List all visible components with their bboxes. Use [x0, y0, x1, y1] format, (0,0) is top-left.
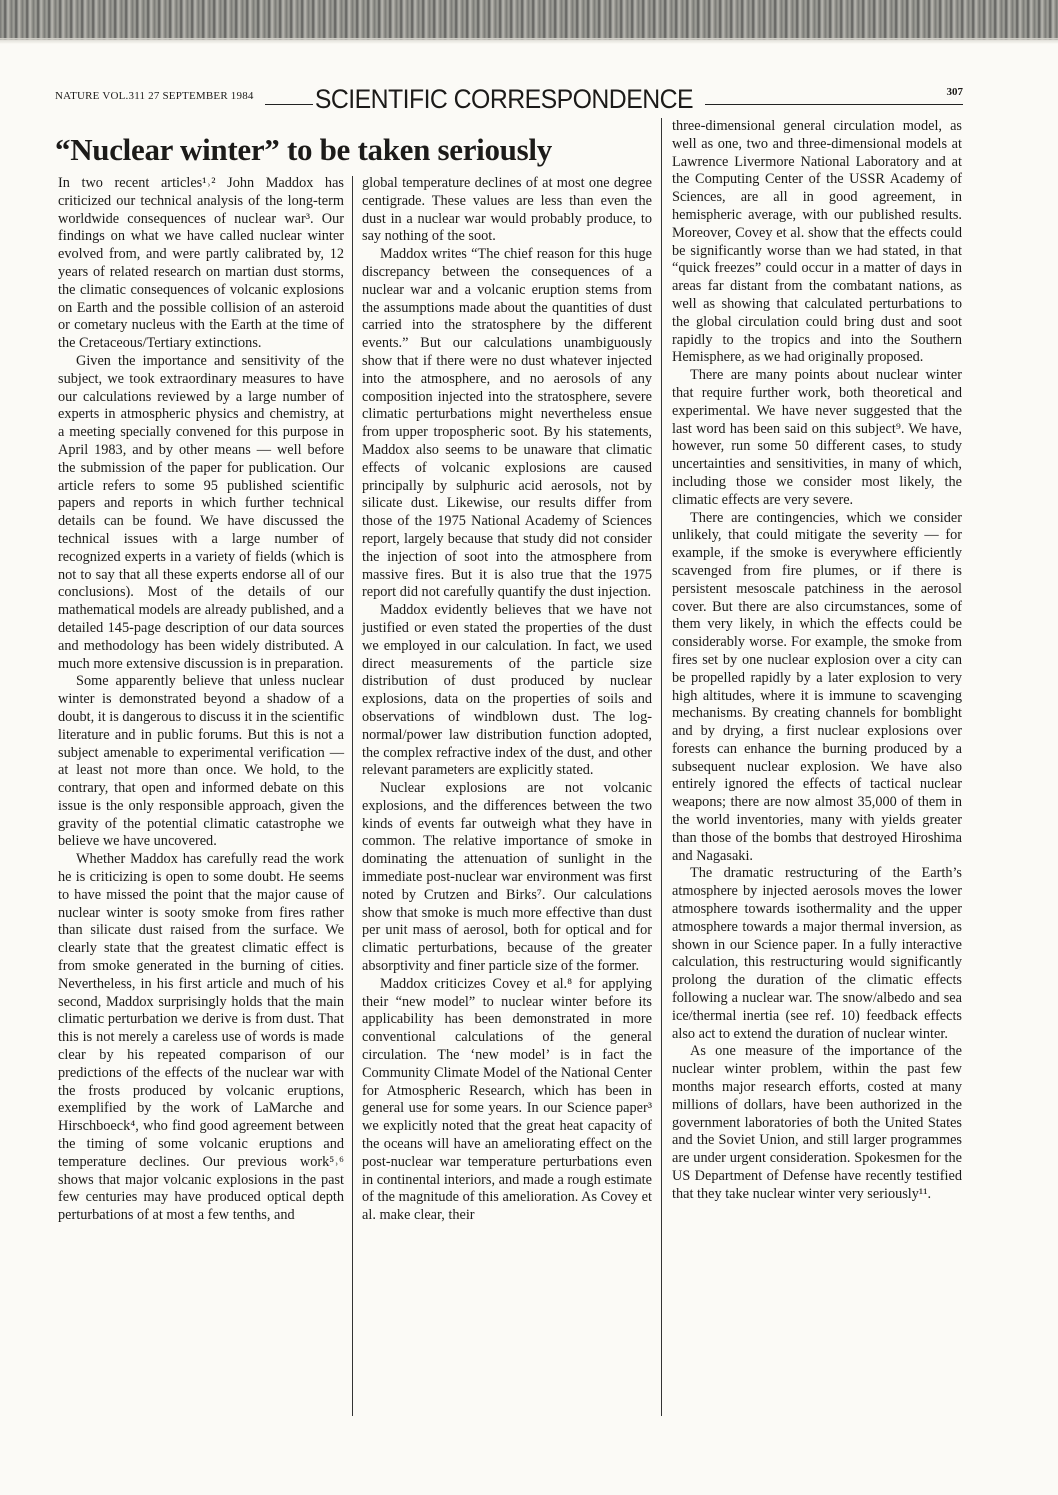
paragraph: In two recent articles¹˒² John Maddox has criticized our technical analysis of the long-term worldwide consequences of nuclear war³. Our findings on what we have called nuclear winter evolved from, and were partly calibrated by, 12 years of related research on martian dust storms, the climatic consequences of volcanic explosions on Earth and the possible collision of an asteroid or cometary nucleus with the Earth at the time of the Cretaceous/Tertiary extinctions.: [58, 175, 344, 352]
paragraph: Maddox criticizes Covey et al.⁸ for applying their “new model” to nuclear winter before its applicability has been demonstrated in more conventional calculations of the general circulation. The ‘new model’ is in fact the Community Climate Model of the National Center for Atmospheric Research, which has been in general use for some years. In our Science paper³ we explicitly noted that the great heat capacity of the oceans will have an ameliorating effect on the post-nuclear war temperature perturbations even in continental interiors, and made a rough estimate of the magnitude of this amelioration. As Covey et al. make clear, their: [362, 975, 652, 1224]
paragraph: global temperature declines of at most one degree centigrade. These values are less than even the dust in a nuclear war would probably produce, to say nothing of the soot.: [362, 175, 652, 245]
page-header: [55, 86, 963, 114]
column-2: [362, 175, 652, 1225]
column-3: [672, 118, 962, 1204]
paragraph: The dramatic restructuring of the Earth’s atmosphere by injected aerosols moves the lower atmosphere towards isothermality and the upper atmosphere towards a major thermal inversion, as shown in our Science paper. In a fully interactive calculation, this restructuring would significantly prolong the duration of the climatic effects following a nuclear war. The snow/albedo and sea ice/thermal inertia (see ref. 10) feedback effects also act to extend the duration of nuclear winter.: [672, 865, 962, 1042]
page-number: 307: [946, 86, 963, 98]
paragraph: There are contingencies, which we consider unlikely, that could mitigate the severity — for example, if the smoke is everywhere efficiently scavenged from fire plumes, or if there is persistent mesoscale patchiness in the aerosol cover. But there are also circumstances, some of them very likely, in which the effects could be considerably worse. For example, the smoke from fires set by one nuclear explosion over a city can be propelled rapidly by a later explosion to very high altitudes, where it is immune to scavenging mechanisms. By creating channels for bomblight and by drying, a first nuclear explosions over forests can enhance the burning produced by a subsequent nuclear explosion. We have also entirely ignored the effects of tactical nuclear weapons; there are now almost 35,000 of them in the world inventories, many with yields greater than those of the bombs that destroyed Hiroshima and Nagasaki.: [672, 509, 962, 864]
paragraph: As one measure of the importance of the nuclear winter problem, within the past few months major research efforts, costed at many millions of dollars, have been authorized in the government laboratories of both the United States and the Soviet Union, and still larger programmes are under urgent consideration. Spokesmen for the US Department of Defense have recently testified that they take nuclear winter very seriously¹¹.: [672, 1043, 962, 1202]
paragraph: There are many points about nuclear winter that require further work, both theoretical and experimental. We have never suggested that the last word has been said on this subject⁹. We have, however, run some 50 different cases, to study uncertainties and sensitivities, in many of which, including those we consider most likely, the climatic effects are very severe.: [672, 367, 962, 508]
paragraph: Maddox writes “The chief reason for this huge discrepancy between the consequences of a nuclear war and a volcanic eruption stems from the assumptions made about the quantities of dust carried into the stratosphere by the different events.” But our calculations unambiguously show that if there were no dust whatever injected into the atmosphere, and no aerosols of any composition injected into the stratosphere, severe climatic perturbations might nevertheless ensue from upper tropospheric soot. By his statements, Maddox also seems to be unaware that climatic effects of volcanic explosions are caused principally by sulphuric acid aerosols, not by silicate dust. Likewise, our results differ from those of the 1975 National Academy of Sciences report, largely because that study did not consider the injection of soot into the atmosphere from massive fires. But it is also true that the 1975 report did not carefully quantify the dust injection.: [362, 246, 652, 601]
journal-issue: NATURE VOL.311 27 SEPTEMBER 1984: [55, 90, 254, 102]
column-rule-1: [352, 176, 353, 1416]
article-title: “Nuclear winter” to be taken seriously: [55, 132, 552, 167]
column-1: [58, 175, 344, 1225]
scan-edge: [0, 0, 1058, 40]
paragraph: three-dimensional general circulation model, as well as one, two and three-dimensional models at Lawrence Livermore National Laboratory and at the Computing Center of the USSR Academy of Sciences, are all in good agreement, in hemispheric average, with our published results. Moreover, Covey et al. show that the effects could be significantly worse than we had stated, in that “quick freezes” could occur in a matter of days in areas far distant from the combatant nations, as well as showing that calculated perturbations to the global circulation could bring dust and soot rapidly to the tropics and into the Southern Hemisphere, as we had originally proposed.: [672, 118, 962, 366]
paragraph: Whether Maddox has carefully read the work he is criticizing is open to some doubt. He seems to have missed the point that the major cause of nuclear winter is sooty smoke from fires rather than silicate dust raised from the surface. We clearly state that the greatest climatic effect is from smoke generated in the burning of cities. Nevertheless, in his first article and much of his second, Maddox surprisingly holds that the main climatic perturbation we derive is from dust. That this is not merely a careless use of words is made clear by his repeated comparison of our predictions of the effects of the nuclear war with the frosts produced by volcanic eruptions, exemplified by the work of LaMarche and Hirschboeck⁴, who find good agreement between the timing of some volcanic eruptions and temperature declines. Our previous work⁵˒⁶ shows that major volcanic explosions in the past few centuries may have produced optical depth perturbations of at most a few tenths, and: [58, 851, 344, 1224]
section-title: SCIENTIFIC CORRESPONDENCE: [314, 84, 694, 114]
paragraph: Nuclear explosions are not volcanic explosions, and the differences between the two kinds of events far outweigh what they have in common. The relative importance of smoke in dominating the attenuation of sunlight in the immediate post-nuclear war environment was first noted by Crutzen and Birks⁷. Our calculations show that smoke is much more effective than dust per unit mass of aerosol, both for optical and for climatic perturbations, because of the greater absorptivity and finer particle size of the former.: [362, 780, 652, 975]
paragraph: Some apparently believe that unless nuclear winter is demonstrated beyond a shadow of a doubt, it is dangerous to discuss it in the scientific literature and in public forums. But this is not a subject amenable to experimental verification — at least not more than once. We hold, to the contrary, that open and informed debate on this issue is the only responsible approach, given the gravity of the potential climatic catastrophe we believe we have uncovered.: [58, 673, 344, 850]
column-rule-2: [661, 118, 662, 1416]
paragraph: Maddox evidently believes that we have not justified or even stated the properties of the dust we employed in our calculation. In fact, we used direct measurements of the particle size distribution of dust produced by nuclear explosions, data on the properties of soils and observations of windblown dust. The log-normal/power law distribution function adopted, the complex refractive index of the dust, and other relevant parameters are explicitly stated.: [362, 602, 652, 779]
paragraph: Given the importance and sensitivity of the subject, we took extraordinary measures to have our calculations reviewed by a large number of experts in atmospheric physics and chemistry, at a meeting specially convened for this purpose in April 1983, and by other means — well before the submission of the paper for publication. Our article refers to some 95 published scientific papers and reports in which further technical details can be found. We have discussed the technical issues with a large number of recognized experts in a variety of fields (which is not to say that all these experts endorse all of our conclusions). Most of the details of our mathematical models are already published, and a detailed 145-page description of our data sources and methodology has been widely distributed. A much more extensive discussion is in preparation.: [58, 352, 344, 672]
header-rule-right: [705, 104, 963, 105]
